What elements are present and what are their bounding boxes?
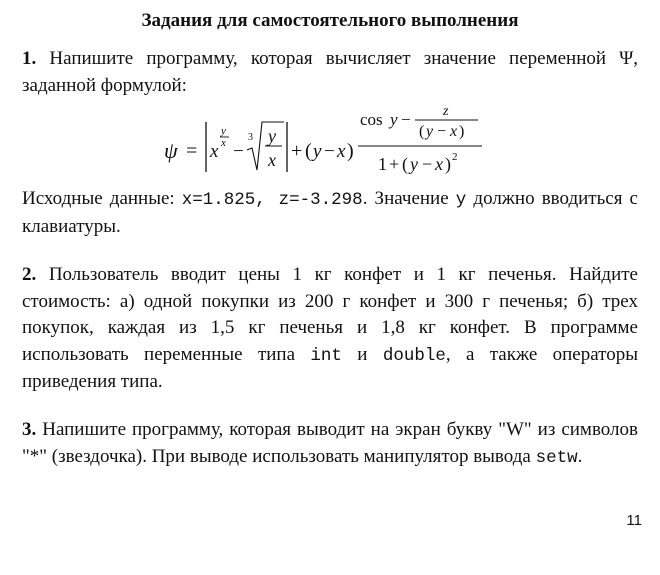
svg-text:y: y [221, 125, 226, 137]
svg-text:+: + [291, 140, 303, 162]
svg-text:y: y [313, 141, 322, 162]
svg-text:(: ( [402, 154, 408, 174]
task-1-initial-data [22, 186, 638, 240]
svg-text:−: − [401, 110, 411, 129]
svg-text:1: 1 [378, 154, 387, 174]
task-3-end: . [577, 445, 583, 467]
svg-text:z: z [443, 104, 449, 119]
svg-text:3: 3 [248, 132, 253, 143]
type-double: double [382, 345, 446, 366]
type-int: int [310, 345, 342, 366]
svg-text:y: y [410, 154, 418, 174]
svg-text:cos: cos [360, 110, 383, 129]
svg-text:+: + [389, 154, 400, 174]
svg-text:ψ: ψ [164, 138, 178, 163]
svg-text:x: x [221, 137, 226, 149]
svg-text:x: x [337, 141, 346, 162]
formula [160, 104, 500, 182]
initial-data-mid: . Значение [362, 188, 456, 209]
svg-text:): ) [445, 154, 451, 174]
task-2-number: 2. [22, 264, 37, 285]
svg-text:y: y [268, 126, 276, 146]
task-1-number: 1. [22, 48, 37, 69]
task-2-text-b: , а также операторы приведения типа. [22, 343, 638, 392]
task-2-statement [22, 262, 638, 396]
svg-text:(: ( [305, 140, 312, 162]
initial-values: x=1.825, z=-3.298 [181, 190, 363, 210]
svg-text:−: − [324, 141, 335, 162]
task-3-statement [22, 417, 638, 471]
svg-text:x: x [435, 154, 443, 174]
page-title: Задания для самостоятельного выполнения [141, 10, 519, 31]
task-2-and: и [341, 343, 383, 365]
svg-text:2: 2 [452, 151, 458, 163]
svg-text:−: − [437, 123, 447, 140]
task-3-number: 3. [22, 419, 37, 440]
svg-text:−: − [422, 154, 433, 174]
task-1-text: Напишите программу, которая вычисляет значение переменной Ψ, заданной формулой: [22, 48, 638, 96]
svg-text:x: x [210, 141, 219, 162]
svg-text:): ) [459, 123, 465, 140]
manipulator-setw: setw [535, 447, 578, 468]
svg-text:x: x [450, 123, 458, 140]
initial-data-label: Исходные данные: [22, 188, 182, 209]
task-1-statement [22, 46, 638, 99]
var-y: y [455, 190, 467, 210]
svg-text:−: − [233, 141, 244, 162]
svg-text:(: ( [419, 123, 425, 140]
initial-data-suffix: должно вводиться с клавиатуры. [22, 188, 638, 237]
svg-text:=: = [186, 140, 198, 162]
svg-text:y: y [390, 110, 398, 129]
svg-text:): ) [347, 140, 354, 162]
page-number: 11 [626, 512, 642, 529]
svg-text:x: x [268, 150, 276, 170]
svg-text:y: y [426, 123, 434, 140]
task-2-text-a: Пользователь вводит цены 1 кг конфет и 1 кг печенья. Найдите стоимость: а) одной покупки из 200 г конфет и 300 г печенья; б) трех покупок, каждая из 1,5 кг печенья и 1,8 кг конфет. В программе использовать переменные типа [22, 264, 638, 365]
task-3-text: Напишите программу, которая выводит на экран букву "W" из символов "*" (звездочка). При выводе использовать манипулятор вывода [22, 419, 638, 467]
